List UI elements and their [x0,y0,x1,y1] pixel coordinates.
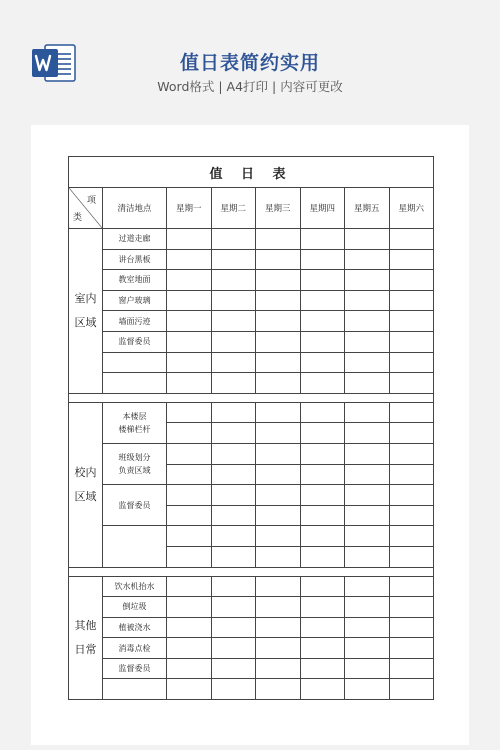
duty-cell[interactable] [211,311,256,332]
location-cell: 班级划分 负责区域 [103,443,167,484]
duty-cell[interactable] [256,638,301,659]
duty-cell[interactable] [256,311,301,332]
duty-cell[interactable] [211,576,256,597]
duty-cell[interactable] [300,331,345,352]
duty-cell[interactable] [211,290,256,311]
duty-cell[interactable] [300,638,345,659]
table-row [69,290,434,311]
duty-cell[interactable] [256,229,301,250]
duty-cell[interactable] [167,249,212,270]
duty-cell[interactable] [256,576,301,597]
duty-cell[interactable] [300,229,345,250]
corner-header [69,188,103,229]
duty-cell[interactable] [345,249,390,270]
duty-cell[interactable] [300,402,345,423]
duty-cell[interactable] [256,617,301,638]
table-row [69,229,434,250]
duty-cell[interactable] [345,311,390,332]
location-cell [103,352,167,373]
duty-roster-table [68,156,434,700]
duty-cell[interactable] [167,352,212,373]
duty-cell[interactable] [389,505,434,526]
document-page [31,125,469,745]
duty-cell[interactable] [167,290,212,311]
duty-cell[interactable] [167,464,212,485]
duty-cell[interactable] [211,546,256,567]
location-cell: 过道走廊 [103,229,167,250]
duty-cell[interactable] [211,373,256,394]
table-row [69,249,434,270]
duty-cell[interactable] [256,331,301,352]
location-cell [103,679,167,700]
table-row [69,679,434,700]
duty-cell[interactable] [300,290,345,311]
header-monday: 星期一 [167,188,212,229]
duty-cell[interactable] [256,597,301,618]
duty-cell[interactable] [389,597,434,618]
corner-bottom-label: 类 [73,213,83,223]
duty-cell[interactable] [167,617,212,638]
duty-cell[interactable] [389,270,434,291]
location-cell: 讲台黑板 [103,249,167,270]
duty-cell[interactable] [211,679,256,700]
duty-cell[interactable] [300,617,345,638]
location-cell: 饮水机抬水 [103,576,167,597]
header-friday: 星期五 [345,188,390,229]
table-row [69,311,434,332]
duty-cell[interactable] [300,679,345,700]
table-row [69,373,434,394]
table-row [69,638,434,659]
duty-cell[interactable] [389,617,434,638]
table-row [69,526,434,547]
duty-cell[interactable] [389,290,434,311]
location-cell: 倒垃圾 [103,597,167,618]
duty-cell[interactable] [300,249,345,270]
duty-cell[interactable] [345,546,390,567]
duty-cell[interactable] [345,658,390,679]
duty-cell[interactable] [167,546,212,567]
location-cell: 墙面污迹 [103,311,167,332]
duty-cell[interactable] [345,270,390,291]
location-cell [103,526,167,567]
header-tuesday: 星期二 [211,188,256,229]
duty-cell[interactable] [345,526,390,547]
table-row [69,331,434,352]
duty-cell[interactable] [389,464,434,485]
duty-cell[interactable] [345,331,390,352]
table-row [69,485,434,506]
duty-cell[interactable] [389,638,434,659]
duty-cell[interactable] [256,290,301,311]
page-subtitle: Word格式 | A4打印 | 内容可更改 [157,79,343,94]
duty-cell[interactable] [211,443,256,464]
region-campus: 校内 区域 [69,402,103,567]
duty-cell[interactable] [345,617,390,638]
table-row [69,597,434,618]
duty-cell[interactable] [256,249,301,270]
duty-cell[interactable] [300,505,345,526]
duty-cell[interactable] [256,526,301,547]
duty-cell[interactable] [256,485,301,506]
location-cell [103,373,167,394]
duty-cell[interactable] [345,443,390,464]
duty-cell[interactable] [167,526,212,547]
duty-cell[interactable] [256,505,301,526]
duty-cell[interactable] [389,526,434,547]
duty-cell[interactable] [300,597,345,618]
duty-cell[interactable] [345,597,390,618]
duty-cell[interactable] [211,526,256,547]
duty-cell[interactable] [211,638,256,659]
duty-cell[interactable] [389,576,434,597]
duty-cell[interactable] [211,464,256,485]
section-spacer [69,567,434,576]
table-row [69,402,434,423]
duty-cell[interactable] [167,270,212,291]
duty-cell[interactable] [300,373,345,394]
duty-cell[interactable] [211,249,256,270]
location-cell: 监督委员 [103,331,167,352]
duty-cell[interactable] [345,402,390,423]
duty-cell[interactable] [211,617,256,638]
location-cell: 窗户玻璃 [103,290,167,311]
table-row [69,443,434,464]
location-cell: 监督委员 [103,485,167,526]
duty-cell[interactable] [389,658,434,679]
duty-cell[interactable] [211,270,256,291]
duty-cell[interactable] [167,373,212,394]
duty-cell[interactable] [256,658,301,679]
duty-cell[interactable] [345,423,390,444]
duty-cell[interactable] [389,249,434,270]
table-row [69,658,434,679]
duty-cell[interactable] [211,331,256,352]
location-cell: 教室地面 [103,270,167,291]
duty-cell[interactable] [167,679,212,700]
duty-cell[interactable] [389,485,434,506]
duty-cell[interactable] [345,485,390,506]
duty-cell[interactable] [167,485,212,506]
duty-cell[interactable] [256,270,301,291]
duty-cell[interactable] [389,546,434,567]
corner-top-label: 项 [86,196,96,206]
duty-cell[interactable] [167,638,212,659]
duty-cell[interactable] [300,311,345,332]
duty-cell[interactable] [300,270,345,291]
duty-cell[interactable] [167,229,212,250]
duty-cell[interactable] [211,423,256,444]
location-cell: 植被浇水 [103,617,167,638]
table-row [69,270,434,291]
duty-cell[interactable] [300,443,345,464]
duty-cell[interactable] [389,373,434,394]
duty-cell[interactable] [256,679,301,700]
duty-cell[interactable] [256,546,301,567]
duty-cell[interactable] [167,402,212,423]
region-indoor: 室内 区域 [69,229,103,394]
table-title: 值 日 表 [69,157,434,188]
duty-cell[interactable] [300,464,345,485]
duty-cell[interactable] [389,229,434,250]
duty-cell[interactable] [345,373,390,394]
duty-cell[interactable] [300,485,345,506]
duty-cell[interactable] [167,443,212,464]
duty-cell[interactable] [300,526,345,547]
header-location: 清洁地点 [103,188,167,229]
duty-cell[interactable] [211,597,256,618]
duty-cell[interactable] [300,658,345,679]
location-cell: 本楼层 楼梯栏杆 [103,402,167,443]
header-saturday: 星期六 [389,188,434,229]
duty-cell[interactable] [256,423,301,444]
duty-cell[interactable] [167,597,212,618]
duty-cell[interactable] [300,546,345,567]
duty-cell[interactable] [389,352,434,373]
duty-cell[interactable] [256,373,301,394]
duty-cell[interactable] [345,505,390,526]
table-row [69,576,434,597]
duty-cell[interactable] [300,423,345,444]
duty-cell[interactable] [211,402,256,423]
region-daily: 其他 日常 [69,576,103,700]
duty-cell[interactable] [389,443,434,464]
duty-cell[interactable] [345,290,390,311]
duty-cell[interactable] [167,576,212,597]
duty-cell[interactable] [345,464,390,485]
duty-cell[interactable] [256,352,301,373]
page-title: 值日表简约实用 [179,52,320,74]
duty-cell[interactable] [345,229,390,250]
location-cell: 监督委员 [103,658,167,679]
duty-cell[interactable] [167,505,212,526]
header-thursday: 星期四 [300,188,345,229]
duty-cell[interactable] [167,331,212,352]
duty-cell[interactable] [389,679,434,700]
duty-cell[interactable] [300,576,345,597]
duty-cell[interactable] [211,658,256,679]
duty-cell[interactable] [389,402,434,423]
duty-cell[interactable] [211,229,256,250]
duty-cell[interactable] [211,505,256,526]
table-row [69,617,434,638]
table-row [69,352,434,373]
section-spacer [69,393,434,402]
duty-cell[interactable] [345,679,390,700]
duty-cell[interactable] [211,485,256,506]
duty-cell[interactable] [167,658,212,679]
duty-cell[interactable] [167,423,212,444]
duty-cell[interactable] [389,331,434,352]
duty-cell[interactable] [345,576,390,597]
header-wednesday: 星期三 [256,188,301,229]
duty-cell[interactable] [256,443,301,464]
duty-cell[interactable] [300,352,345,373]
duty-cell[interactable] [389,423,434,444]
duty-cell[interactable] [345,638,390,659]
duty-cell[interactable] [167,311,212,332]
location-cell: 消毒点检 [103,638,167,659]
duty-cell[interactable] [256,402,301,423]
duty-cell[interactable] [256,464,301,485]
duty-cell[interactable] [211,352,256,373]
duty-cell[interactable] [389,311,434,332]
banner-header [0,0,500,125]
duty-cell[interactable] [345,352,390,373]
